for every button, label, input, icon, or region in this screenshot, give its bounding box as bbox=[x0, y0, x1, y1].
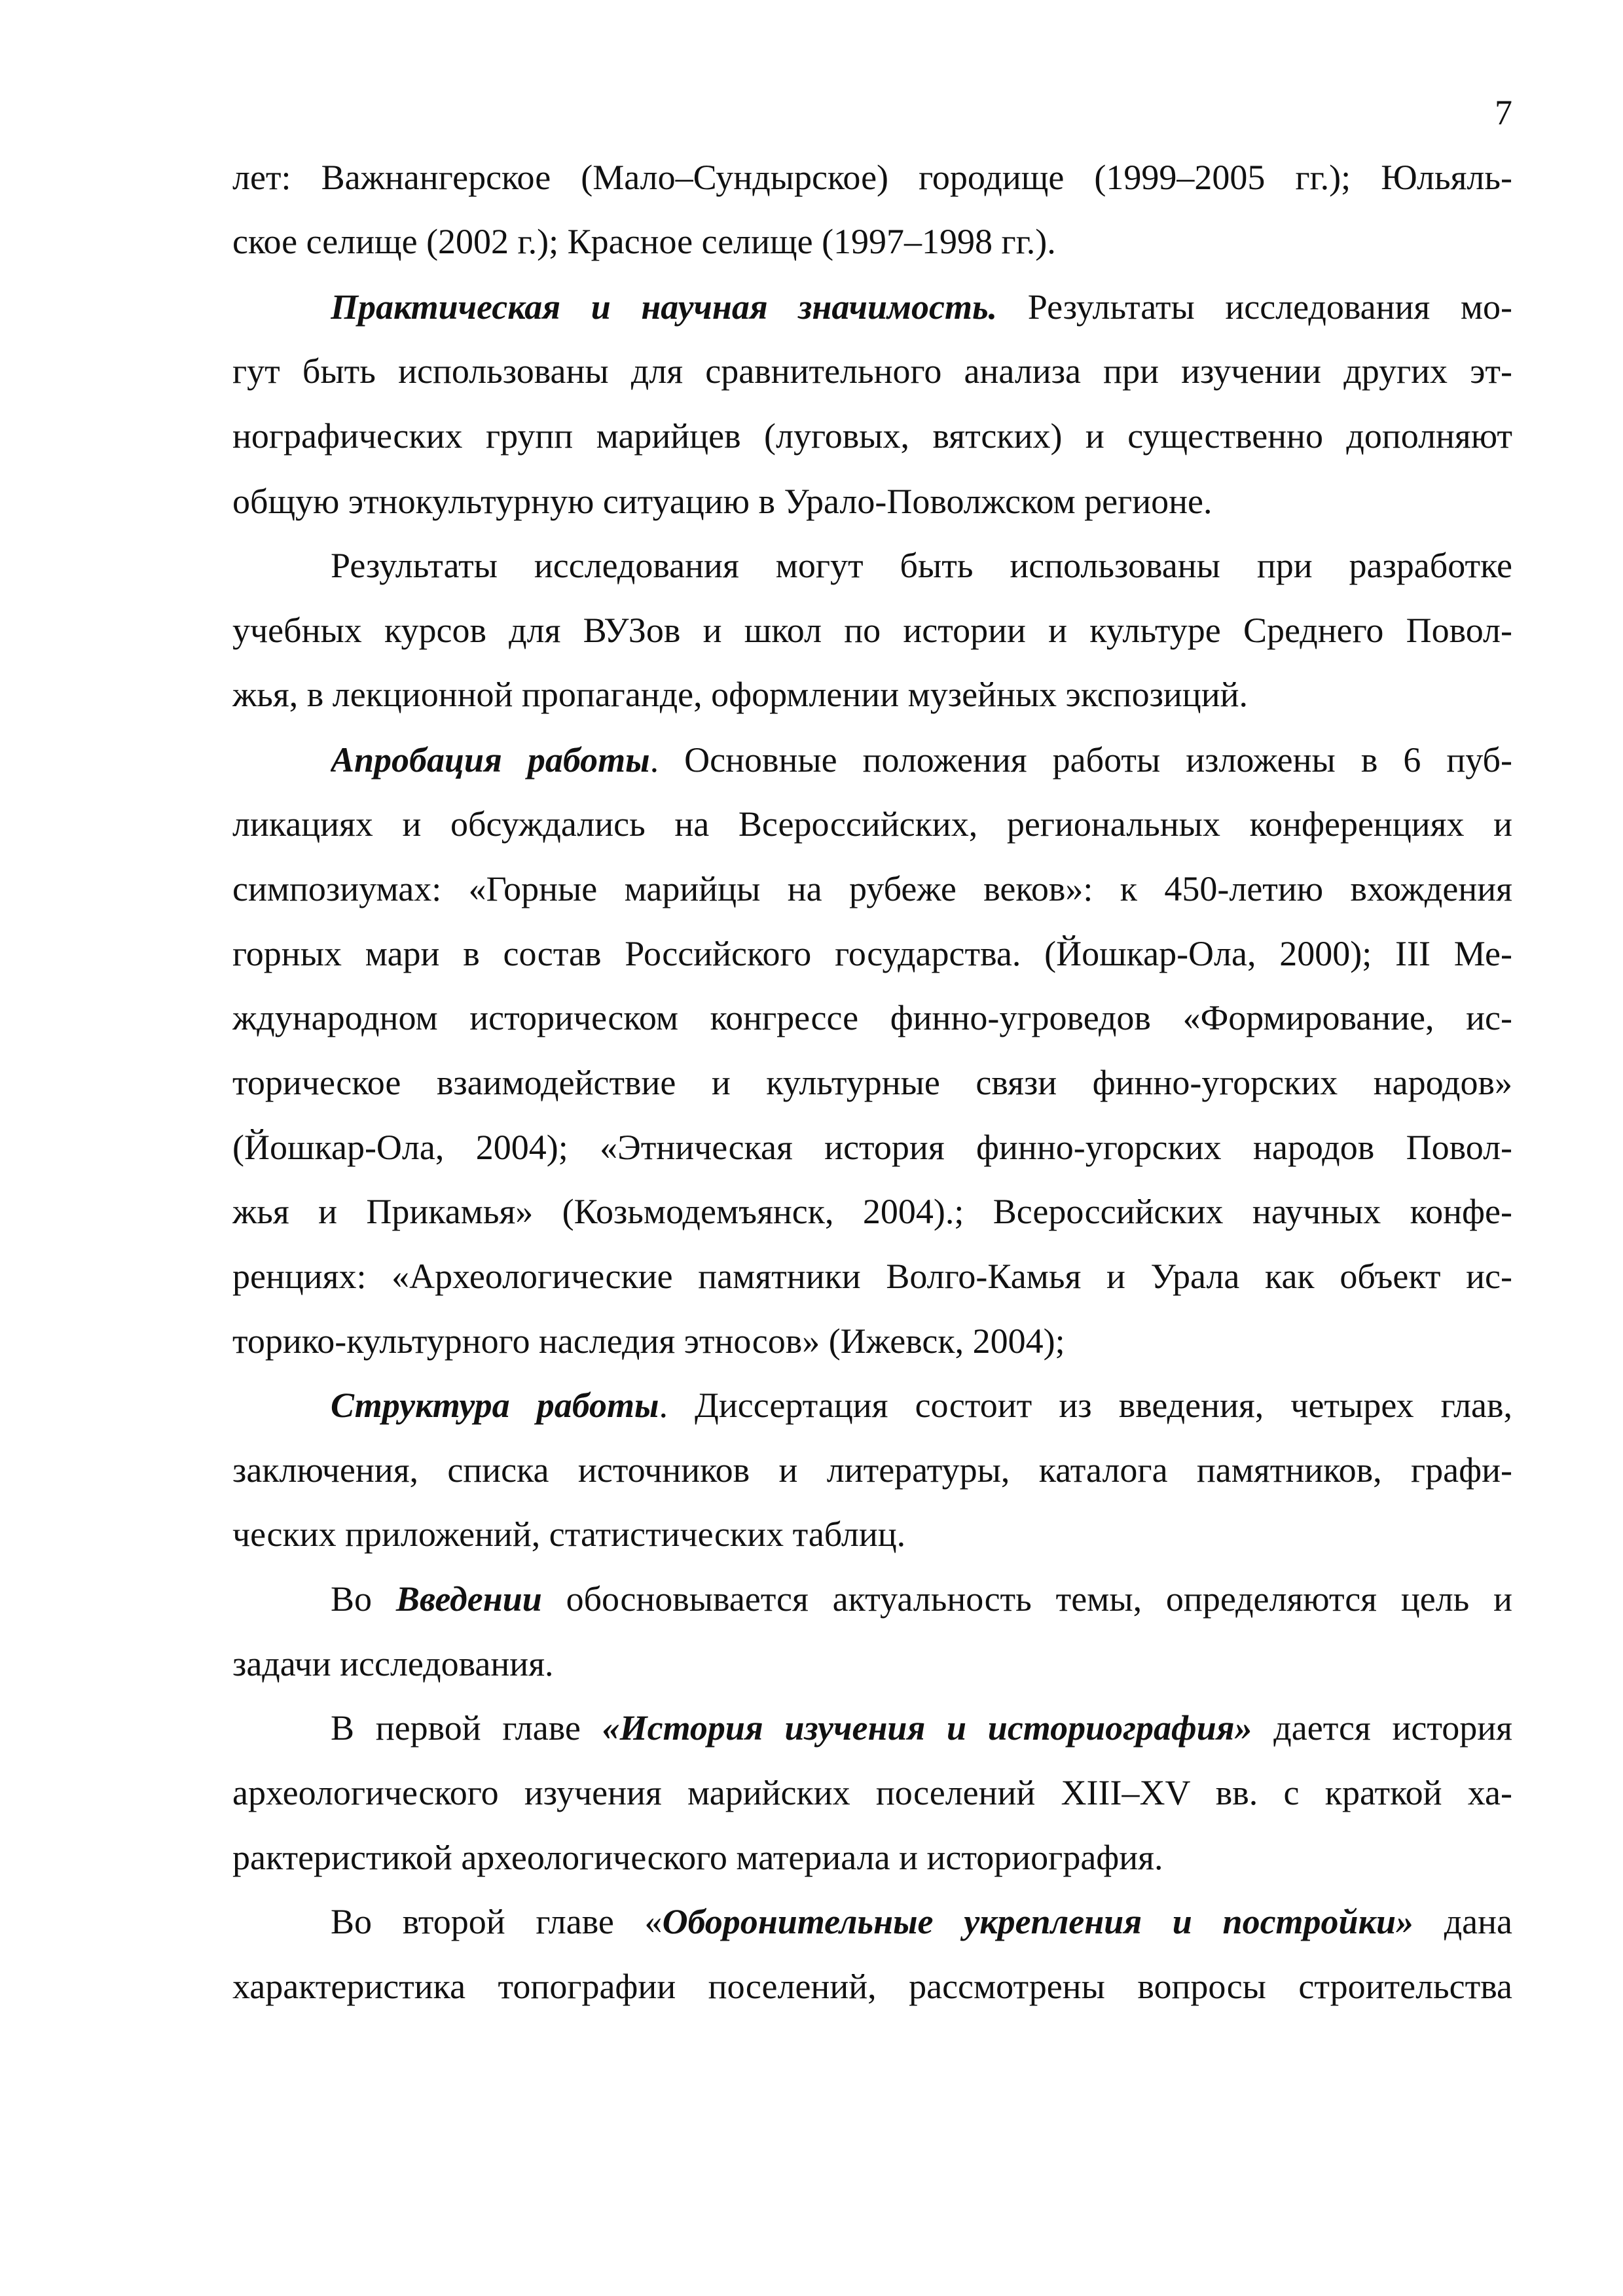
text-line: (Йошкар-Ола, 2004); «Этническая история финно-угорских народов Повол- bbox=[232, 1128, 1512, 1167]
text-line: ликациях и обсуждались на Всероссийских, региональных конференциях и bbox=[232, 804, 1512, 844]
text-line: Апробация работы. Основные положения работы изложены в 6 пуб- bbox=[331, 740, 1512, 780]
text-line: археологического изучения марийских поселений XIII–XV вв. с краткой ха- bbox=[232, 1773, 1512, 1812]
text-line: ждународном историческом конгрессе финно-угроведов «Формирование, ис- bbox=[232, 998, 1512, 1037]
text-line: задачи исследования. bbox=[232, 1644, 554, 1683]
text-line: симпозиумах: «Горные марийцы на рубеже веков»: к 450-летию вхождения bbox=[232, 869, 1512, 908]
text-line: торическое взаимодействие и культурные связи финно-угорских народов» bbox=[232, 1063, 1512, 1102]
text-line: Во второй главе «Оборонительные укрепления и постройки» дана bbox=[331, 1902, 1512, 1941]
section-heading: Апробация работы bbox=[331, 740, 650, 780]
page-number: 7 bbox=[1495, 93, 1512, 132]
text-line: жья и Прикамья» (Козьмодемъянск, 2004).; Всероссийских научных конфе- bbox=[232, 1192, 1512, 1231]
text-line: учебных курсов для ВУЗов и школ по истории и культуре Среднего Повол- bbox=[232, 611, 1512, 650]
text-line: Практическая и научная значимость. Результаты исследования мо- bbox=[331, 287, 1512, 327]
text-line: общую этнокультурную ситуацию в Урало-Поволжском регионе. bbox=[232, 482, 1213, 521]
text-line: характеристика топографии поселений, рассмотрены вопросы строительства bbox=[232, 1967, 1512, 2006]
text-line: В первой главе «История изучения и историография» дается история bbox=[331, 1708, 1512, 1748]
text-line: заключения, списка источников и литературы, каталога памятников, графи- bbox=[232, 1450, 1512, 1490]
text-line: рактеристикой археологического материала и историография. bbox=[232, 1838, 1163, 1877]
text-line: Во Введении обосновывается актуальность темы, определяются цель и bbox=[331, 1579, 1512, 1619]
text-line: лет: Важнангерское (Мало–Сундырское) городище (1999–2005 гг.); Юльяль- bbox=[232, 158, 1512, 197]
text-line: торико-культурного наследия этносов» (Ижевск, 2004); bbox=[232, 1321, 1065, 1361]
text-line: ренциях: «Археологические памятники Волго-Камья и Урала как объект ис- bbox=[232, 1257, 1512, 1296]
text-line: ческих приложений, статистических таблиц. bbox=[232, 1515, 906, 1554]
text-line: Результаты исследования могут быть использованы при разработке bbox=[331, 546, 1512, 585]
section-heading: Структура работы bbox=[331, 1386, 659, 1425]
section-heading: Практическая и научная значимость. bbox=[331, 287, 998, 327]
text-line: нографических групп марийцев (луговых, вятских) и существенно дополняют bbox=[232, 416, 1512, 456]
section-heading: «История изучения и историография» bbox=[602, 1708, 1252, 1748]
section-heading: Введении bbox=[395, 1579, 542, 1619]
text-line: Структура работы. Диссертация состоит из введения, четырех глав, bbox=[331, 1386, 1512, 1425]
text-line: ское селище (2002 г.); Красное селище (1997–1998 гг.). bbox=[232, 222, 1056, 261]
text-line: горных мари в состав Российского государства. (Йошкар-Ола, 2000); III Ме- bbox=[232, 934, 1512, 973]
text-line: гут быть использованы для сравнительного анализа при изучении других эт- bbox=[232, 351, 1512, 391]
text-line: жья, в лекционной пропаганде, оформлении музейных экспозиций. bbox=[232, 675, 1248, 714]
section-heading: Оборонительные укрепления и постройки» bbox=[662, 1902, 1413, 1941]
